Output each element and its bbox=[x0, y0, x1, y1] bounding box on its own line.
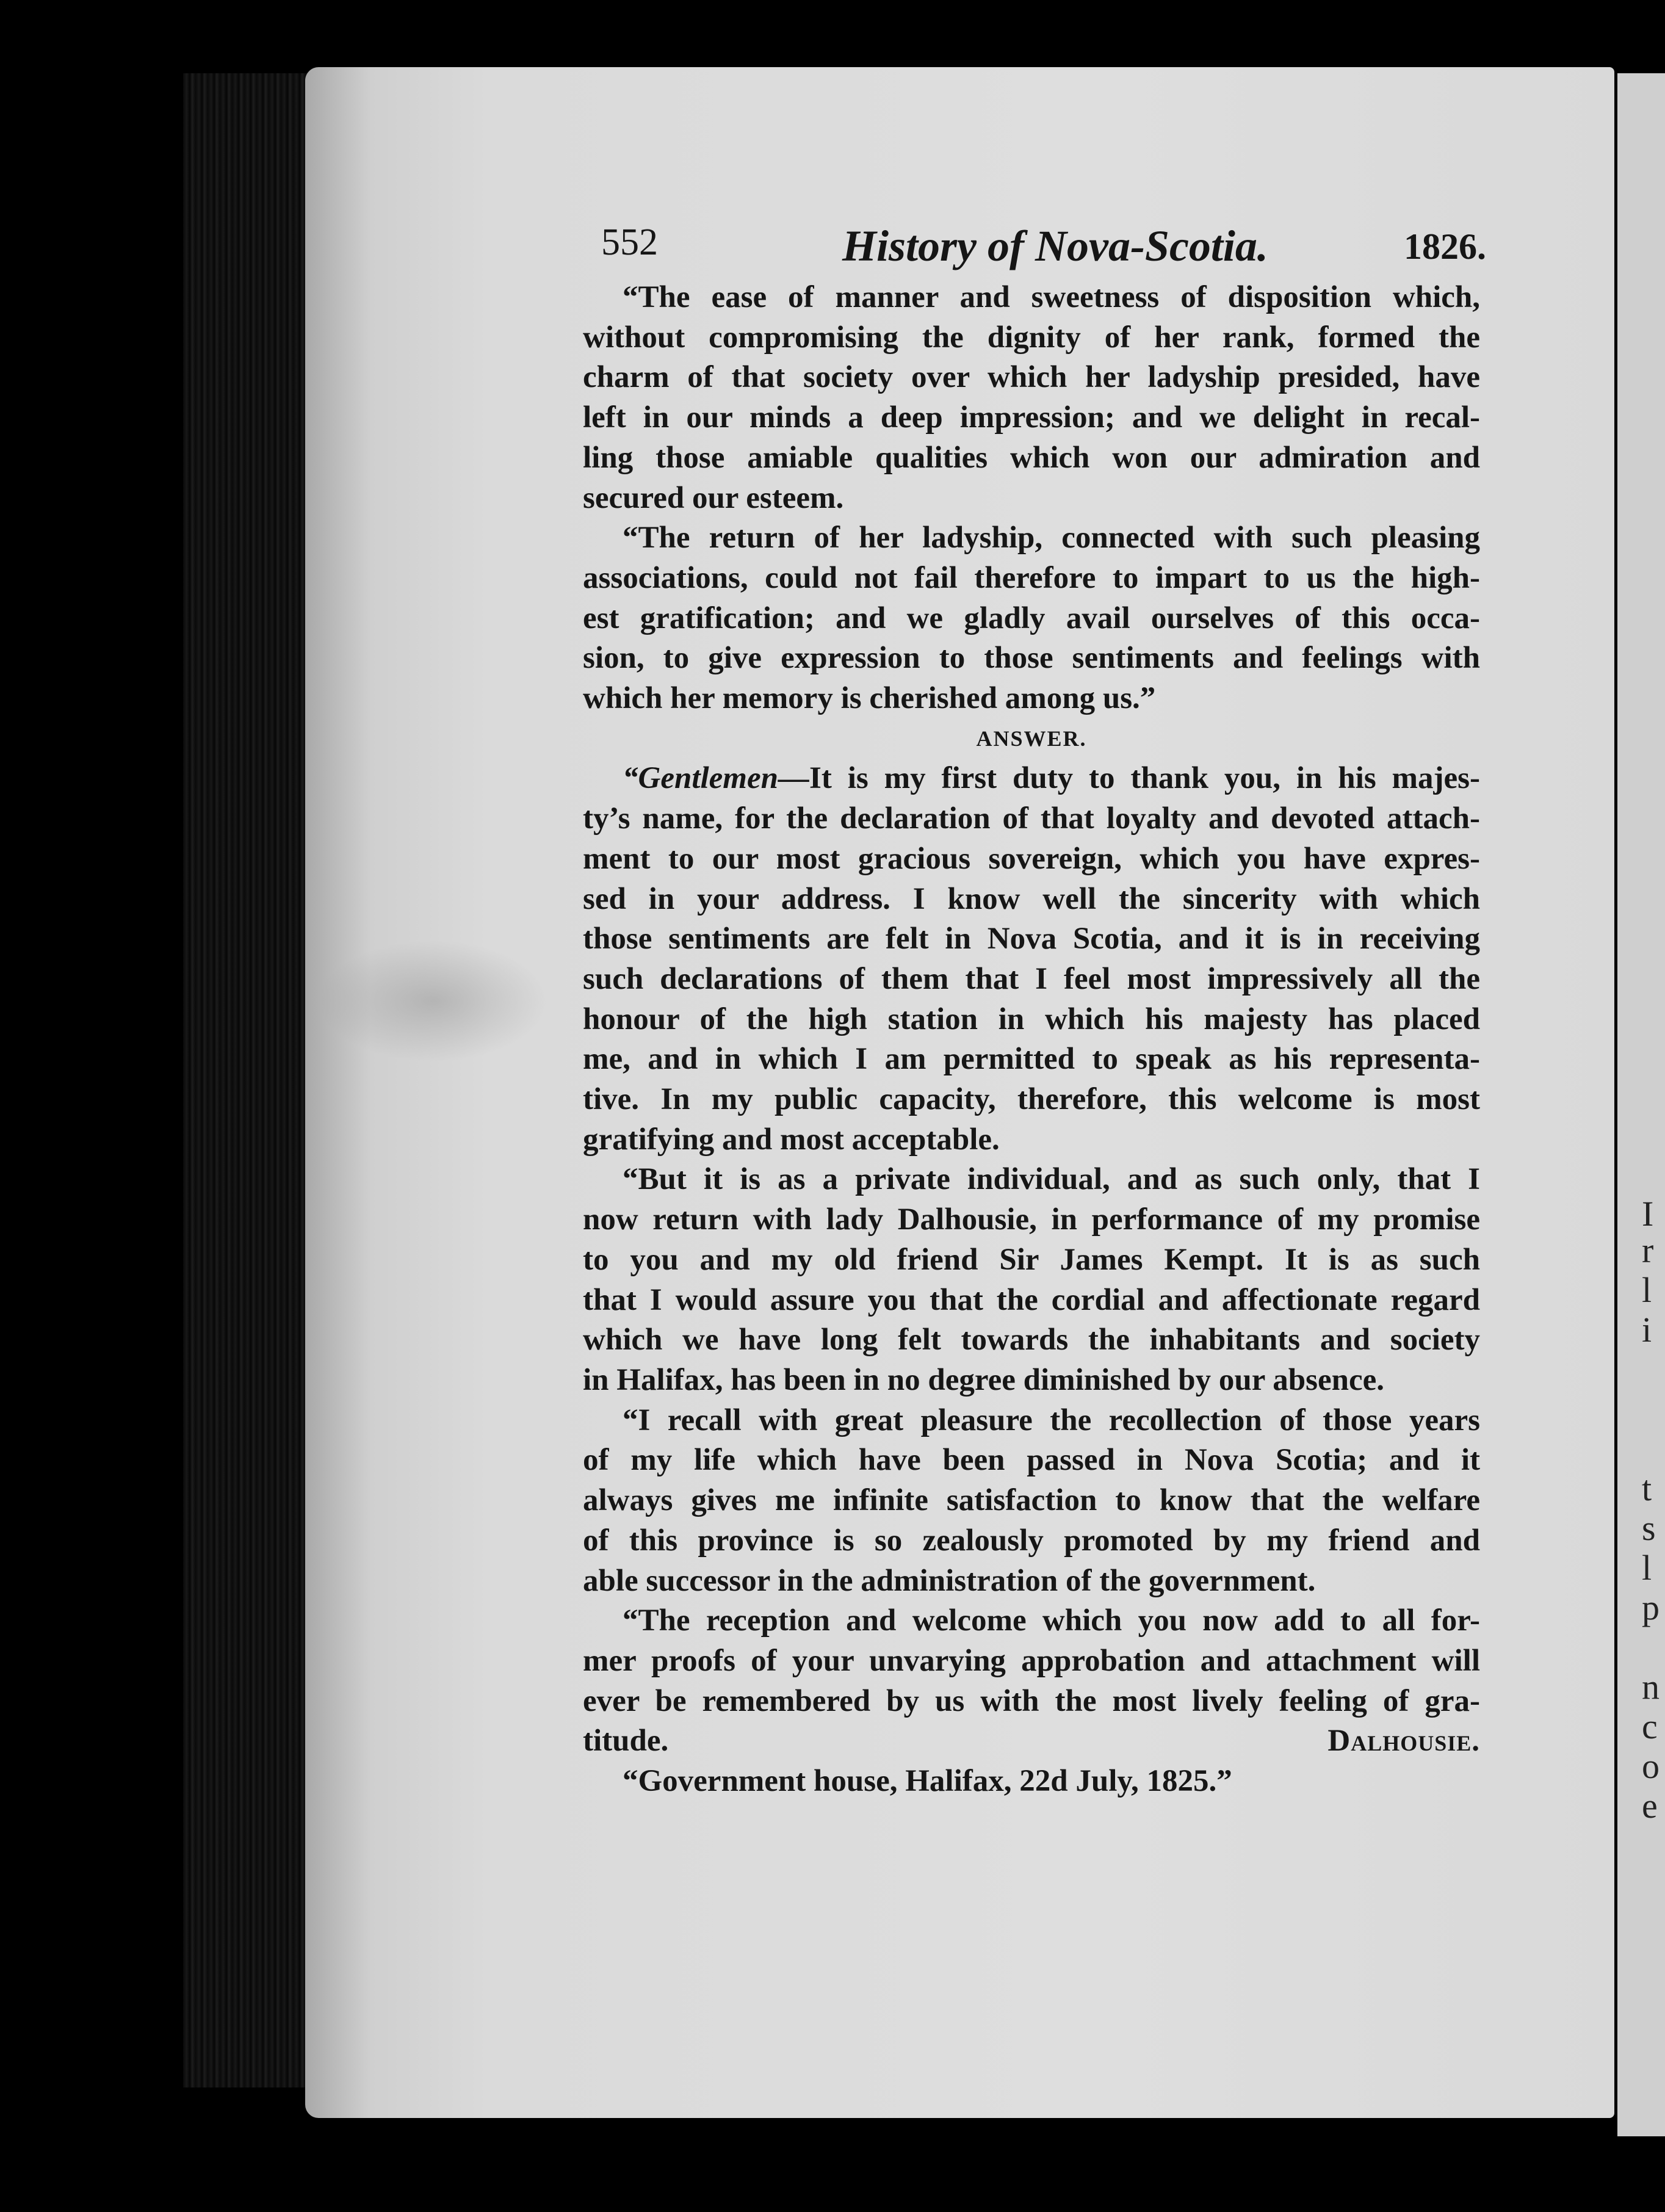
text-line: sed in your address. I know well the sincerity with which bbox=[583, 881, 1480, 916]
text-line: “But it is as a private individual, and as such only, that I bbox=[623, 1162, 1480, 1197]
adjacent-page-letter: o bbox=[1642, 1746, 1660, 1786]
page-number: 552 bbox=[601, 222, 658, 263]
text-line: gratifying and most acceptable. bbox=[583, 1122, 1000, 1157]
salutation: “Gentlemen— bbox=[623, 761, 809, 796]
text-line: mer proofs of your unvarying approbation and attachment will bbox=[583, 1643, 1480, 1678]
text-line: “The return of her ladyship, connected with such pleasing bbox=[623, 521, 1480, 555]
signature: Dalhousie. bbox=[1327, 1724, 1480, 1758]
text-line: which we have long felt towards the inhabitants and society bbox=[583, 1323, 1480, 1357]
text-line: of my life which have been passed in Nova Scotia; and it bbox=[583, 1443, 1480, 1478]
text-line: of this province is so zealously promoted by my friend and bbox=[583, 1523, 1480, 1558]
text-line: in Halifax, has been in no degree diminished by our absence. bbox=[583, 1362, 1384, 1397]
text-line: “The ease of manner and sweetness of disposition which, bbox=[623, 280, 1480, 314]
text-line: ty’s name, for the declaration of that loyalty and devoted attach- bbox=[583, 801, 1480, 836]
text-line: now return with lady Dalhousie, in performance of my promise bbox=[583, 1202, 1480, 1237]
text-line bbox=[583, 759, 1480, 799]
adjacent-page-letter: i bbox=[1642, 1310, 1652, 1350]
adjacent-page-edge bbox=[1617, 73, 1665, 2136]
adjacent-page-letter: l bbox=[1642, 1270, 1652, 1310]
text-line bbox=[583, 1721, 1480, 1762]
text-line: “The reception and welcome which you now add to all for- bbox=[623, 1603, 1480, 1638]
page-smudge bbox=[317, 940, 549, 1062]
text-line-content: titude. bbox=[583, 1724, 669, 1758]
text-line: to you and my old friend Sir James Kempt. It is as such bbox=[583, 1242, 1480, 1277]
text-line: always gives me infinite satisfaction to know that the welfare bbox=[583, 1483, 1480, 1518]
adjacent-page-letter: e bbox=[1642, 1786, 1658, 1826]
text-line: that I would assure you that the cordial and affectionate regard bbox=[583, 1282, 1480, 1317]
adjacent-page-letter: r bbox=[1642, 1231, 1654, 1270]
text-line: secured our esteem. bbox=[583, 480, 844, 515]
text-line: ment to our most gracious sovereign, which you have expres- bbox=[583, 841, 1480, 876]
text-line: able successor in the administration of the government. bbox=[583, 1563, 1316, 1598]
page-header bbox=[601, 221, 1486, 276]
running-title: History of Nova-Scotia. bbox=[842, 222, 1268, 270]
text-line: est gratification; and we gladly avail ourselves of this occa- bbox=[583, 601, 1480, 635]
text-line-content: It is my first duty to thank you, in his majes- bbox=[809, 761, 1480, 796]
adjacent-page-letter: c bbox=[1642, 1707, 1658, 1746]
text-line: tive. In my public capacity, therefore, this welcome is most bbox=[583, 1082, 1480, 1117]
adjacent-page-letter: I bbox=[1642, 1194, 1654, 1234]
text-line: left in our minds a deep impression; and we delight in recal- bbox=[583, 400, 1480, 435]
text-line: ever be remembered by us with the most lively feeling of gra- bbox=[583, 1683, 1480, 1718]
dateline: “Government house, Halifax, 22d July, 1825.” bbox=[623, 1764, 1232, 1799]
text-line: honour of the high station in which his majesty has placed bbox=[583, 1002, 1480, 1036]
adjacent-page-letter: n bbox=[1642, 1667, 1660, 1707]
text-line: associations, could not fail therefore to impart to us the high- bbox=[583, 560, 1480, 595]
text-line: such declarations of them that I feel most impressively all the bbox=[583, 961, 1480, 996]
adjacent-page-letter: t bbox=[1642, 1469, 1652, 1508]
text-line: me, and in which I am permitted to speak as his representa- bbox=[583, 1042, 1480, 1077]
text-line: charm of that society over which her ladyship presided, have bbox=[583, 360, 1480, 395]
answer-heading: ANSWER. bbox=[976, 726, 1087, 751]
adjacent-page-letter: l bbox=[1642, 1548, 1652, 1588]
header-year: 1826. bbox=[1404, 226, 1486, 267]
text-line: ling those amiable qualities which won our admiration and bbox=[583, 440, 1480, 475]
text-line: which her memory is cherished among us.” bbox=[583, 681, 1156, 716]
text-line: without compromising the dignity of her rank, formed the bbox=[583, 320, 1480, 355]
adjacent-page-letter: p bbox=[1642, 1588, 1660, 1627]
text-line: sion, to give expression to those sentiments and feelings with bbox=[583, 641, 1480, 676]
page-body bbox=[583, 278, 1480, 1802]
text-line: “I recall with great pleasure the recollection of those years bbox=[623, 1403, 1480, 1437]
adjacent-page-letter: s bbox=[1642, 1508, 1656, 1548]
text-line: those sentiments are felt in Nova Scotia, and it is in receiving bbox=[583, 922, 1480, 956]
